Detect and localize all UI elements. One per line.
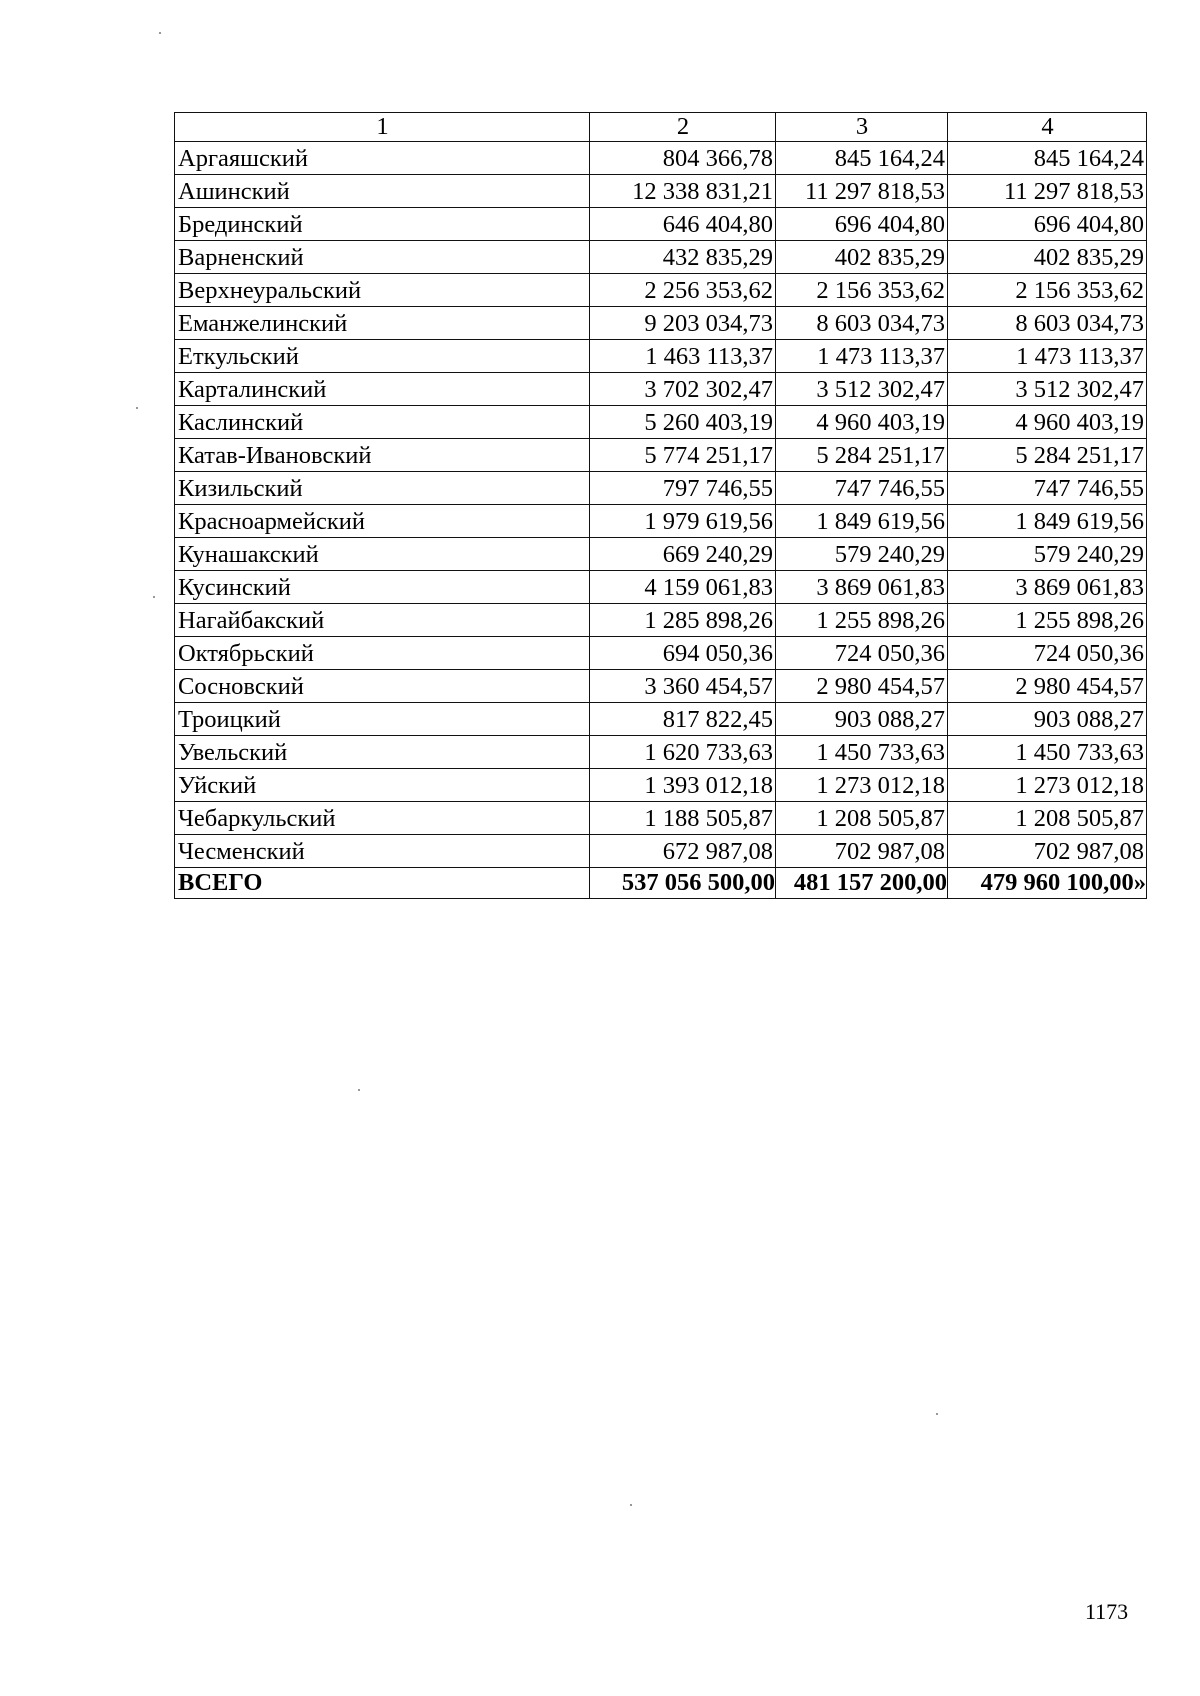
- value-col-4: 903 088,27: [948, 703, 1147, 736]
- value-col-2: 5 774 251,17: [590, 439, 776, 472]
- value-col-4: 579 240,29: [948, 538, 1147, 571]
- value-col-3: 11 297 818,53: [776, 175, 948, 208]
- district-name: Нагайбакский: [175, 604, 590, 637]
- district-name: Верхнеуральский: [175, 274, 590, 307]
- value-col-4: 747 746,55: [948, 472, 1147, 505]
- value-col-4: 4 960 403,19: [948, 406, 1147, 439]
- value-col-4: 1 473 113,37: [948, 340, 1147, 373]
- table-row: [175, 637, 1147, 670]
- scan-speck: [936, 1413, 938, 1415]
- value-col-2: 672 987,08: [590, 835, 776, 868]
- value-col-4: 402 835,29: [948, 241, 1147, 274]
- page-number: 1173: [1085, 1599, 1129, 1624]
- value-col-4: 3 512 302,47: [948, 373, 1147, 406]
- district-name: Красноармейский: [175, 505, 590, 538]
- value-col-3: 1 273 012,18: [776, 769, 948, 802]
- value-col-2: 804 366,78: [590, 142, 776, 175]
- value-col-4: 845 164,24: [948, 142, 1147, 175]
- district-name: Каслинский: [175, 406, 590, 439]
- total-value-3: 481 157 200,00: [776, 868, 948, 899]
- value-col-3: 845 164,24: [776, 142, 948, 175]
- district-name: Сосновский: [175, 670, 590, 703]
- value-col-4: 2 156 353,62: [948, 274, 1147, 307]
- scan-speck: [358, 1089, 360, 1091]
- table-row: [175, 472, 1147, 505]
- value-col-2: 1 393 012,18: [590, 769, 776, 802]
- value-col-3: 1 255 898,26: [776, 604, 948, 637]
- district-name: Троицкий: [175, 703, 590, 736]
- value-col-3: 2 980 454,57: [776, 670, 948, 703]
- value-col-3: 4 960 403,19: [776, 406, 948, 439]
- value-col-2: 1 620 733,63: [590, 736, 776, 769]
- table-row: [175, 505, 1147, 538]
- value-col-3: 1 473 113,37: [776, 340, 948, 373]
- value-col-2: 1 979 619,56: [590, 505, 776, 538]
- district-name: Варненский: [175, 241, 590, 274]
- district-name: Увельский: [175, 736, 590, 769]
- value-col-4: 5 284 251,17: [948, 439, 1147, 472]
- value-col-3: 747 746,55: [776, 472, 948, 505]
- value-col-2: 4 159 061,83: [590, 571, 776, 604]
- total-value-2: 537 056 500,00: [590, 868, 776, 899]
- value-col-3: 2 156 353,62: [776, 274, 948, 307]
- value-col-4: 2 980 454,57: [948, 670, 1147, 703]
- table-row: [175, 175, 1147, 208]
- table-row: [175, 142, 1147, 175]
- value-col-3: 402 835,29: [776, 241, 948, 274]
- district-name: Чесменский: [175, 835, 590, 868]
- value-col-2: 669 240,29: [590, 538, 776, 571]
- district-name: Кусинский: [175, 571, 590, 604]
- value-col-2: 2 256 353,62: [590, 274, 776, 307]
- scan-speck: [159, 32, 161, 34]
- value-col-4: 1 208 505,87: [948, 802, 1147, 835]
- column-header-2: 2: [590, 113, 776, 142]
- value-col-2: 3 702 302,47: [590, 373, 776, 406]
- value-col-2: 12 338 831,21: [590, 175, 776, 208]
- table-row: [175, 406, 1147, 439]
- table-row: [175, 769, 1147, 802]
- table-row: [175, 604, 1147, 637]
- value-col-4: 1 450 733,63: [948, 736, 1147, 769]
- value-col-4: 702 987,08: [948, 835, 1147, 868]
- value-col-3: 1 849 619,56: [776, 505, 948, 538]
- district-name: Карталинский: [175, 373, 590, 406]
- value-col-2: 9 203 034,73: [590, 307, 776, 340]
- scan-speck: [136, 407, 138, 409]
- table-row: [175, 538, 1147, 571]
- value-col-3: 903 088,27: [776, 703, 948, 736]
- district-name: Еткульский: [175, 340, 590, 373]
- total-value-4: 479 960 100,00»: [948, 868, 1147, 899]
- value-col-4: 1 255 898,26: [948, 604, 1147, 637]
- table-row: [175, 670, 1147, 703]
- table-row: [175, 835, 1147, 868]
- value-col-3: 1 208 505,87: [776, 802, 948, 835]
- value-col-2: 432 835,29: [590, 241, 776, 274]
- column-header-4: 4: [948, 113, 1147, 142]
- value-col-2: 694 050,36: [590, 637, 776, 670]
- value-col-2: 1 188 505,87: [590, 802, 776, 835]
- column-header-3: 3: [776, 113, 948, 142]
- value-col-2: 3 360 454,57: [590, 670, 776, 703]
- scan-speck: [153, 596, 155, 598]
- value-col-3: 3 869 061,83: [776, 571, 948, 604]
- table-row: [175, 241, 1147, 274]
- district-name: Октябрьский: [175, 637, 590, 670]
- district-name: Чебаркульский: [175, 802, 590, 835]
- value-col-4: 696 404,80: [948, 208, 1147, 241]
- table-row: [175, 439, 1147, 472]
- table-row: [175, 373, 1147, 406]
- value-col-4: 3 869 061,83: [948, 571, 1147, 604]
- district-name: Кизильский: [175, 472, 590, 505]
- value-col-4: 8 603 034,73: [948, 307, 1147, 340]
- table-row: [175, 736, 1147, 769]
- table-row: [175, 703, 1147, 736]
- table-row: [175, 802, 1147, 835]
- value-col-3: 696 404,80: [776, 208, 948, 241]
- district-name: Катав-Ивановский: [175, 439, 590, 472]
- total-label: ВСЕГО: [175, 868, 590, 899]
- value-col-3: 8 603 034,73: [776, 307, 948, 340]
- district-name: Уйский: [175, 769, 590, 802]
- table-row: [175, 307, 1147, 340]
- value-col-3: 702 987,08: [776, 835, 948, 868]
- table-row: [175, 208, 1147, 241]
- table-row: [175, 340, 1147, 373]
- value-col-2: 817 822,45: [590, 703, 776, 736]
- value-col-2: 5 260 403,19: [590, 406, 776, 439]
- column-header-1: 1: [175, 113, 590, 142]
- district-name: Ашинский: [175, 175, 590, 208]
- value-col-2: 1 463 113,37: [590, 340, 776, 373]
- value-col-3: 724 050,36: [776, 637, 948, 670]
- value-col-4: 724 050,36: [948, 637, 1147, 670]
- value-col-3: 579 240,29: [776, 538, 948, 571]
- header-row: [175, 113, 1147, 142]
- value-col-2: 797 746,55: [590, 472, 776, 505]
- value-col-3: 1 450 733,63: [776, 736, 948, 769]
- table-body: [175, 142, 1147, 868]
- district-name: Брединский: [175, 208, 590, 241]
- value-col-4: 1 273 012,18: [948, 769, 1147, 802]
- table-row: [175, 274, 1147, 307]
- district-name: Еманжелинский: [175, 307, 590, 340]
- district-name: Кунашакский: [175, 538, 590, 571]
- value-col-4: 1 849 619,56: [948, 505, 1147, 538]
- value-col-2: 646 404,80: [590, 208, 776, 241]
- value-col-3: 3 512 302,47: [776, 373, 948, 406]
- value-col-4: 11 297 818,53: [948, 175, 1147, 208]
- value-col-3: 5 284 251,17: [776, 439, 948, 472]
- total-row: [175, 868, 1147, 899]
- district-name: Аргаяшский: [175, 142, 590, 175]
- data-table: [174, 112, 1147, 899]
- table-row: [175, 571, 1147, 604]
- value-col-2: 1 285 898,26: [590, 604, 776, 637]
- scan-speck: [630, 1504, 632, 1506]
